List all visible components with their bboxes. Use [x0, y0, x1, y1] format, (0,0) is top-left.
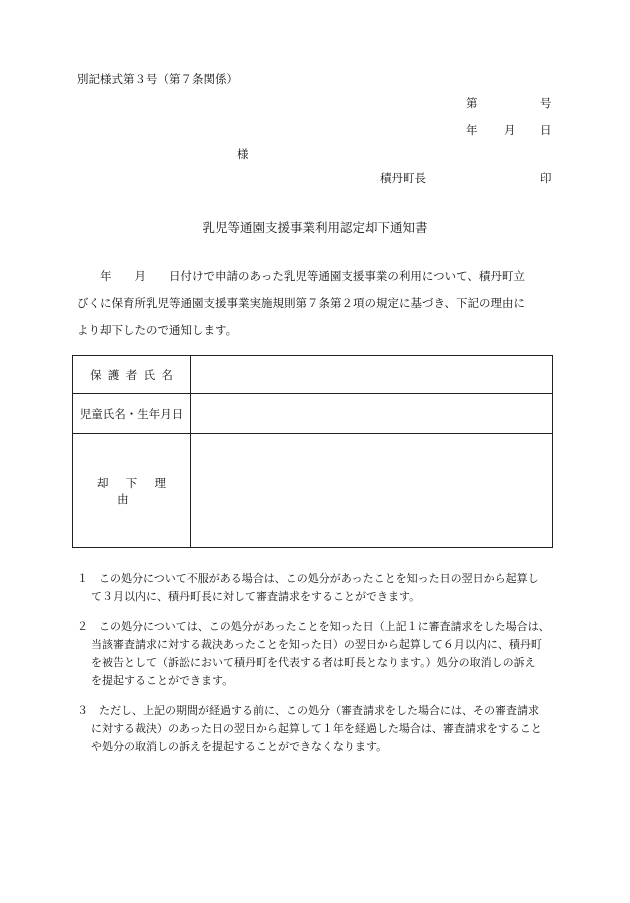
body-line: 年 月 日付けで申請のあった乳児等通園支援事業の利用について、積丹町立: [77, 269, 525, 283]
reason-label: 却下理由: [97, 475, 184, 506]
issuer-name: 積丹町長: [380, 171, 426, 185]
body-paragraph: [77, 263, 557, 344]
document-number-suffix: 号: [540, 96, 552, 110]
child-label: 児童氏名・生年月日: [79, 406, 184, 421]
child-value-cell[interactable]: [191, 394, 553, 434]
date-day-label: 日: [540, 123, 552, 137]
note-item: [77, 570, 557, 606]
note-line: や処分の取消しの訴えを提起することができなくなります。: [91, 740, 388, 753]
note-line: ２ この処分については、この処分があったことを知った日（上記１に審査請求をした場合は、: [77, 620, 550, 633]
body-line: より却下したので通知します。: [77, 323, 238, 337]
guardian-label-cell: [73, 356, 191, 394]
reason-row: [73, 434, 553, 548]
child-row: [73, 394, 553, 434]
notes-section: [77, 570, 557, 768]
guardian-label: 保護者氏名: [90, 367, 180, 382]
note-line: を被告として（訴訟において積丹町を代表する者は町長となります。）処分の取消しの訴え: [91, 656, 536, 669]
reason-value-cell[interactable]: [191, 434, 553, 548]
note-line: て３月以内に、積丹町長に対して審査請求をすることができます。: [91, 590, 421, 603]
guardian-row: [73, 356, 553, 394]
addressee-suffix: 様: [237, 147, 249, 161]
date-year-label: 年: [466, 123, 478, 137]
date-month-label: 月: [504, 123, 516, 137]
body-line: びくに保育所乳児等通園支援事業実施規則第７条第２項の規定に基づき、下記の理由に: [77, 296, 526, 310]
child-label-cell: [73, 394, 191, 434]
note-item: [77, 702, 557, 756]
info-table: [72, 355, 553, 548]
note-item: [77, 618, 557, 690]
document-title: 乳児等通園支援事業利用認定却下通知書: [202, 220, 428, 235]
note-line: １ この処分について不服がある場合は、この処分があったことを知った日の翌日から起算し: [77, 572, 539, 585]
guardian-value-cell[interactable]: [191, 356, 553, 394]
note-line: ３ ただし、上記の期間が経過する前に、この処分（審査請求をした場合には、その審査請求: [77, 704, 539, 717]
reason-label-cell: [73, 434, 191, 548]
note-line: に対する裁決）のあった日の翌日から起算して１年を経過した場合は、審査請求をすること: [91, 722, 542, 735]
seal-mark: 印: [540, 171, 552, 185]
form-label: 別記様式第３号（第７条関係）: [77, 72, 238, 86]
note-line: 当該審査請求に対する裁決あったことを知った日）の翌日から起算して６月以内に、積丹町: [91, 638, 542, 651]
note-line: を提起することができます。: [91, 674, 234, 687]
document-number-label: 第: [466, 96, 478, 110]
